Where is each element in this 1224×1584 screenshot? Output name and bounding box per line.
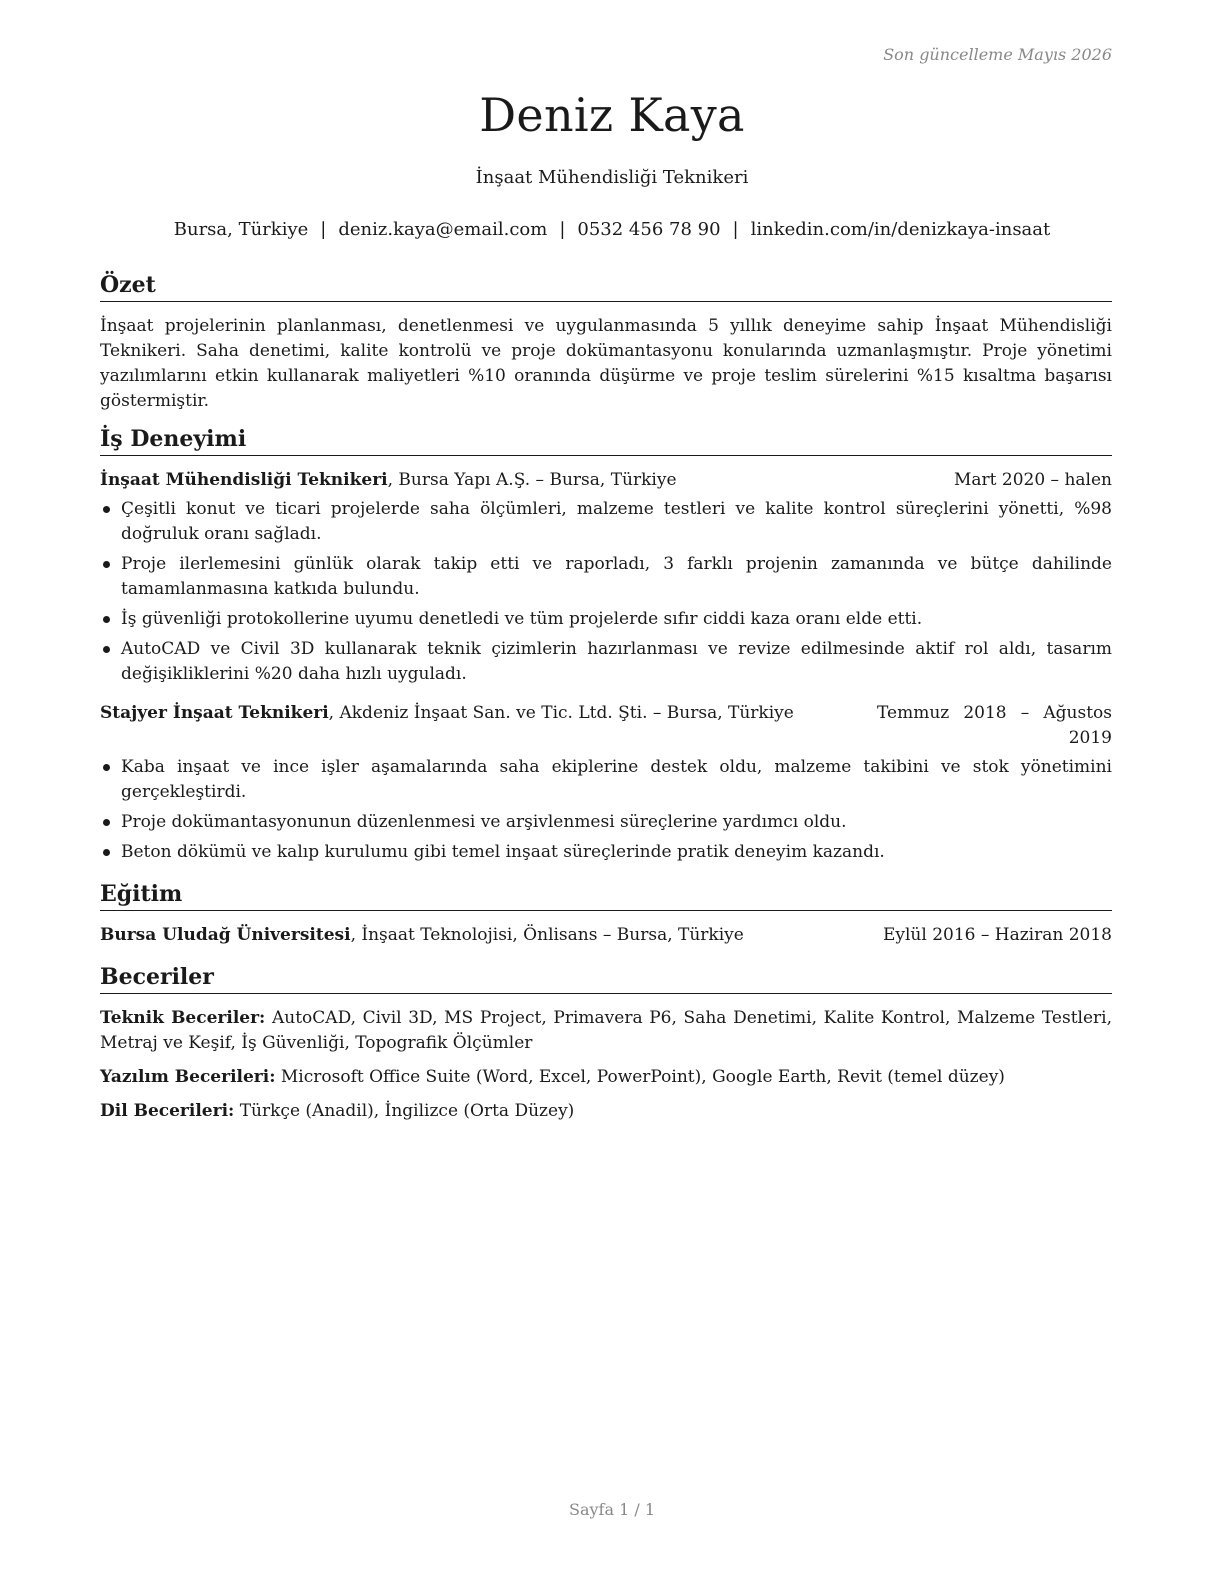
contact-separator: | — [320, 219, 327, 240]
candidate-title: İnşaat Mühendisliği Teknikeri — [475, 167, 749, 188]
list-item: AutoCAD ve Civil 3D kullanarak teknik çizimlerin hazırlanması ve revize edilmesinde aktif rol aldı, tasarım değişikliklerini %20 daha hızlı uyguladı. — [100, 637, 1112, 687]
experience-entry-title — [100, 701, 794, 726]
experience-entry-title — [100, 468, 677, 493]
job-role: İnşaat Mühendisliği Teknikeri — [100, 470, 388, 490]
contact-separator: | — [732, 219, 739, 240]
list-item: Proje dokümantasyonunun düzenlenmesi ve arşivlenmesi süreçlerine yardımcı oldu. — [100, 810, 1112, 835]
page-number: Sayfa 1 / 1 — [568, 1500, 655, 1519]
contact-linkedin[interactable]: linkedin.com/in/denizkaya-insaat — [750, 219, 1051, 240]
job-bullet-list — [100, 755, 1112, 865]
education-entry — [100, 923, 1112, 948]
section-heading-skills: Beceriler — [100, 962, 1112, 994]
job-bullet-list — [100, 497, 1112, 687]
school-name: Bursa Uludağ Üniversitesi — [100, 925, 351, 945]
last-updated-note: Son güncelleme Mayıs 2026 — [883, 45, 1112, 64]
skill-value: Microsoft Office Suite (Word, Excel, PowerPoint), Google Earth, Revit (temel düzey) — [275, 1067, 1005, 1087]
contact-phone[interactable]: 0532 456 78 90 — [577, 219, 721, 240]
skill-line-language — [100, 1099, 1112, 1124]
list-item: Çeşitli konut ve ticari projelerde saha ölçümleri, malzeme testleri ve kalite kontrol süreçlerini yönetti, %98 doğruluk oranı sağladı. — [100, 497, 1112, 547]
experience-entry — [100, 468, 1112, 687]
skill-line-software — [100, 1065, 1112, 1090]
list-item: İş güvenliği protokollerine uyumu denetledi ve tüm projelerde sıfır ciddi kaza oranı elde etti. — [100, 607, 1112, 632]
skill-label: Teknik Beceriler: — [100, 1008, 266, 1028]
skill-label: Dil Becerileri: — [100, 1101, 235, 1121]
list-item: Beton dökümü ve kalıp kurulumu gibi temel inşaat süreçlerinde pratik deneyim kazandı. — [100, 840, 1112, 865]
contact-email[interactable]: deniz.kaya@email.com — [338, 219, 548, 240]
skill-value: AutoCAD, Civil 3D, MS Project, Primavera P6, Saha Denetimi, Kalite Kontrol, Malzeme Testleri, Metraj ve Keşif, İş Güvenliği, Topografik Ölçümler — [100, 1008, 1112, 1053]
contact-line — [0, 219, 1224, 240]
resume-body — [100, 270, 1112, 1133]
experience-entry-header — [100, 468, 1112, 493]
experience-entry-header — [100, 701, 1112, 751]
skill-value: Türkçe (Anadil), İngilizce (Orta Düzey) — [234, 1101, 575, 1121]
skill-label: Yazılım Becerileri: — [100, 1067, 276, 1087]
section-heading-experience: İş Deneyimi — [100, 424, 1112, 456]
education-dates: Eylül 2016 – Haziran 2018 — [882, 925, 1112, 945]
experience-entry — [100, 701, 1112, 865]
education-detail: , İnşaat Teknolojisi, Önlisans – Bursa, Türkiye — [350, 925, 744, 945]
education-entry-title — [100, 923, 744, 948]
summary-text: İnşaat projelerinin planlanması, denetlenmesi ve uygulanmasında 5 yıllık deneyime sahip İnşaat Mühendisliği Teknikeri. Saha denetimi, kalite kontrolü ve proje dokümantasyonu konularında uzmanlaşmıştır. Proje yönetimi yazılımlarını etkin kullanarak maliyetleri %10 oranında düşürme ve proje teslim sürelerini %15 kısaltma başarısı göstermiştir. — [100, 316, 1112, 411]
skill-line-technical — [100, 1006, 1112, 1056]
contact-location: Bursa, Türkiye — [173, 219, 309, 240]
list-item: Kaba inşaat ve ince işler aşamalarında saha ekiplerine destek oldu, malzeme takibini ve stok yönetimini gerçekleştirdi. — [100, 755, 1112, 805]
candidate-name: Deniz Kaya — [479, 88, 745, 142]
section-heading-education: Eğitim — [100, 879, 1112, 911]
job-dates: Temmuz 2018 – Ağustos 2019 — [877, 703, 1112, 748]
job-organization: , Bursa Yapı A.Ş. – Bursa, Türkiye — [387, 470, 677, 490]
contact-separator: | — [559, 219, 566, 240]
job-organization: , Akdeniz İnşaat San. ve Tic. Ltd. Şti. – Bursa, Türkiye — [328, 703, 794, 723]
job-dates: Mart 2020 – halen — [953, 470, 1112, 490]
section-heading-summary: Özet — [100, 270, 1112, 302]
job-role: Stajyer İnşaat Teknikeri — [100, 703, 329, 723]
list-item: Proje ilerlemesini günlük olarak takip etti ve raporladı, 3 farklı projenin zamanında ve bütçe dahilinde tamamlanmasına katkıda bulundu. — [100, 552, 1112, 602]
